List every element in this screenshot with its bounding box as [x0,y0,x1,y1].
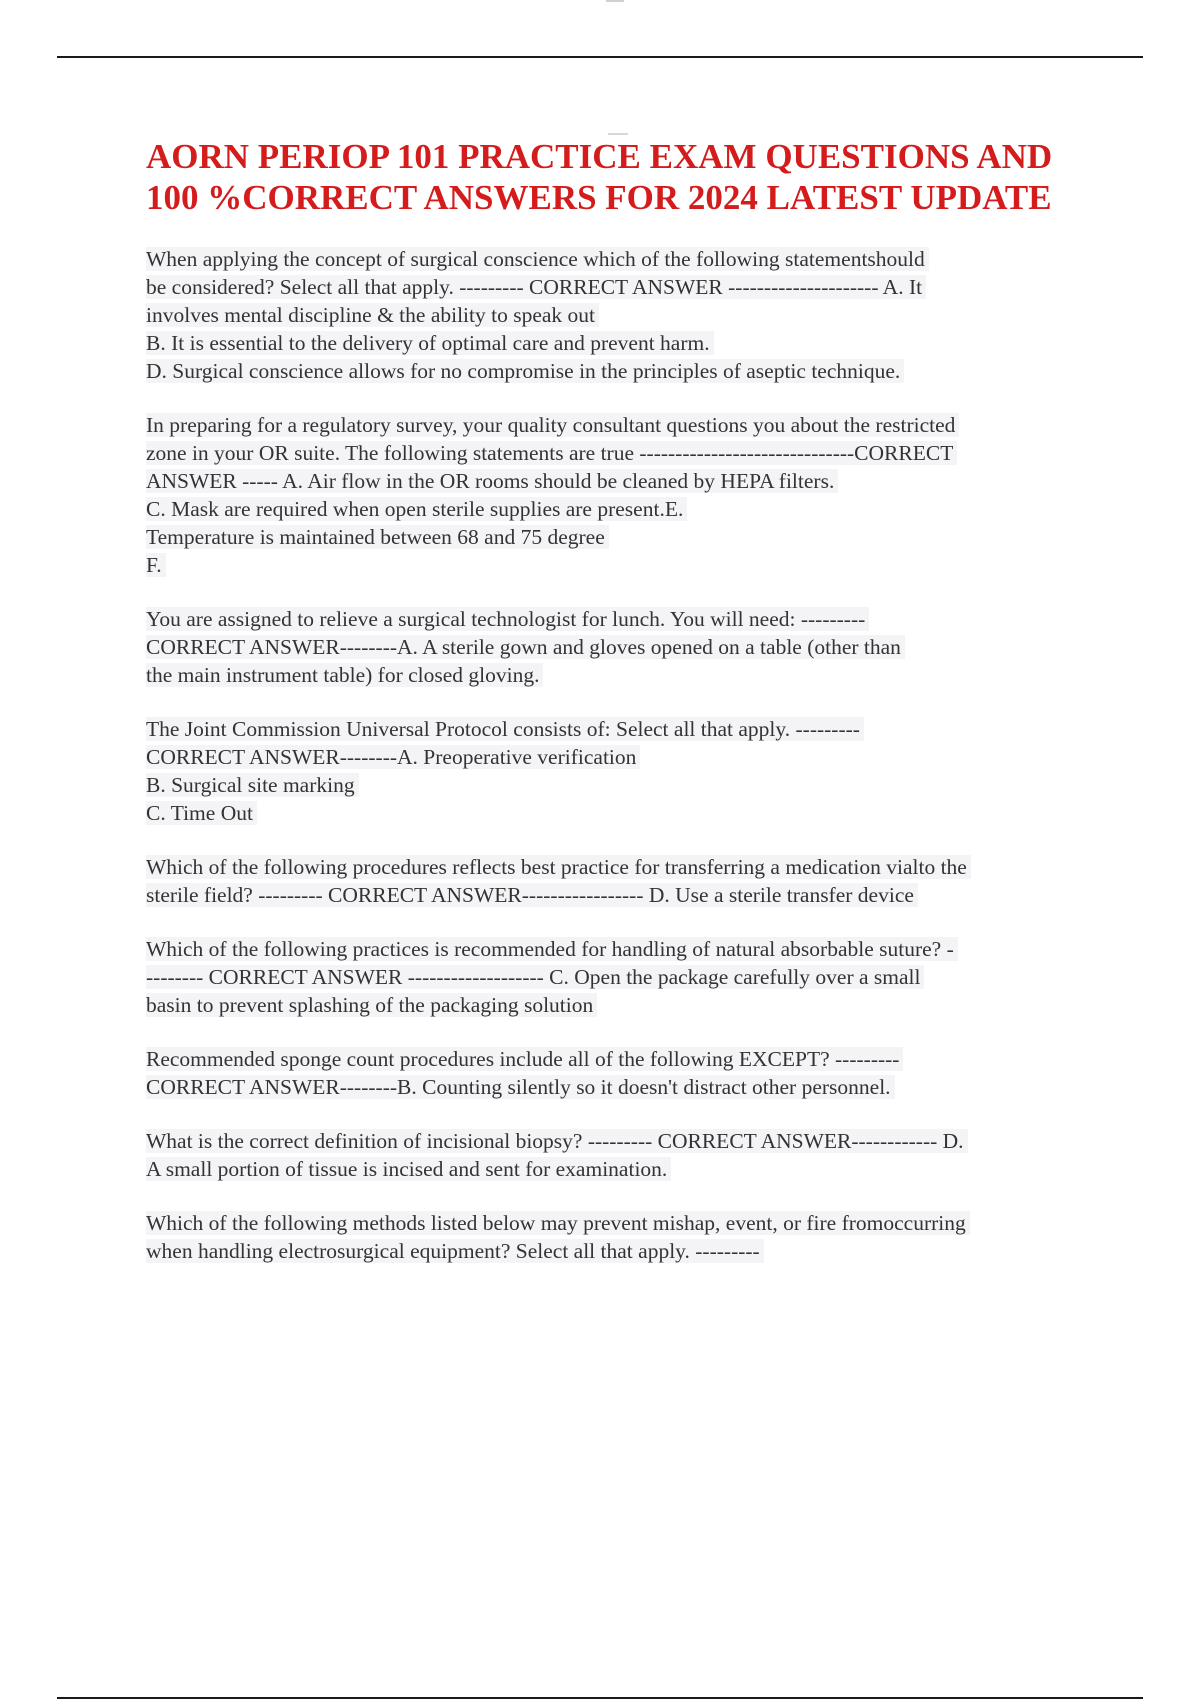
qa-entry [146,715,1096,827]
qa-line: B. Surgical site marking [146,773,359,797]
qa-line: A small portion of tissue is incised and sent for examination. [146,1157,671,1181]
qa-line: zone in your OR suite. The following statements are true ------------------------------CORRECT [146,441,957,465]
qa-line: ANSWER ----- A. Air flow in the OR rooms should be cleaned by HEPA filters. [146,469,838,493]
qa-line: be considered? Select all that apply. --------- CORRECT ANSWER --------------------- A. It [146,275,926,299]
qa-line: sterile field? --------- CORRECT ANSWER----------------- D. Use a sterile transfer device [146,883,918,907]
qa-line: The Joint Commission Universal Protocol consists of: Select all that apply. --------- [146,717,864,741]
qa-entry [146,245,1096,385]
qa-line: What is the correct definition of incisional biopsy? --------- CORRECT ANSWER------------ D. [146,1129,968,1153]
document-title [146,136,1096,218]
qa-line: the main instrument table) for closed gloving. [146,663,543,687]
qa-entry [146,605,1096,689]
qa-line: Which of the following methods listed below may prevent mishap, event, or fire fromoccurring [146,1211,970,1235]
qa-line: In preparing for a regulatory survey, your quality consultant questions you about the restricted [146,413,959,437]
qa-line: C. Time Out [146,801,257,825]
header-rule [57,56,1143,58]
qa-line: F. [146,553,166,577]
qa-line: basin to prevent splashing of the packaging solution [146,993,597,1017]
qa-entry [146,411,1096,579]
qa-line: Recommended sponge count procedures include all of the following EXCEPT? --------- [146,1047,903,1071]
qa-line: CORRECT ANSWER--------A. Preoperative verification [146,745,640,769]
qa-line: CORRECT ANSWER--------A. A sterile gown and gloves opened on a table (other than [146,635,905,659]
qa-entry [146,1209,1096,1265]
qa-entry [146,935,1096,1019]
qa-line: C. Mask are required when open sterile supplies are present.E. [146,497,687,521]
qa-line: B. It is essential to the delivery of optimal care and prevent harm. [146,331,714,355]
qa-line: -------- CORRECT ANSWER ------------------- C. Open the package carefully over a small [146,965,924,989]
top-scroll-mark [606,0,624,2]
qa-line: D. Surgical conscience allows for no compromise in the principles of aseptic technique. [146,359,904,383]
document-body [146,136,1096,1291]
footer-rule [57,1697,1143,1699]
qa-entry [146,853,1096,909]
qa-line: involves mental discipline & the ability to speak out [146,303,599,327]
title-line: AORN PERIOP 101 PRACTICE EXAM QUESTIONS AND [146,137,1053,176]
qa-line: Which of the following procedures reflects best practice for transferring a medication vialto the [146,855,971,879]
title-mark [608,133,628,135]
qa-line: You are assigned to relieve a surgical technologist for lunch. You will need: --------- [146,607,869,631]
qa-line: CORRECT ANSWER--------B. Counting silently so it doesn't distract other personnel. [146,1075,895,1099]
title-line: 100 %CORRECT ANSWERS FOR 2024 LATEST UPDATE [146,178,1052,217]
qa-line: when handling electrosurgical equipment? Select all that apply. --------- [146,1239,764,1263]
qa-entry [146,1045,1096,1101]
qa-line: Which of the following practices is recommended for handling of natural absorbable suture? - [146,937,958,961]
qa-line: When applying the concept of surgical conscience which of the following statementshould [146,247,929,271]
qa-entry [146,1127,1096,1183]
qa-line: Temperature is maintained between 68 and 75 degree [146,525,609,549]
